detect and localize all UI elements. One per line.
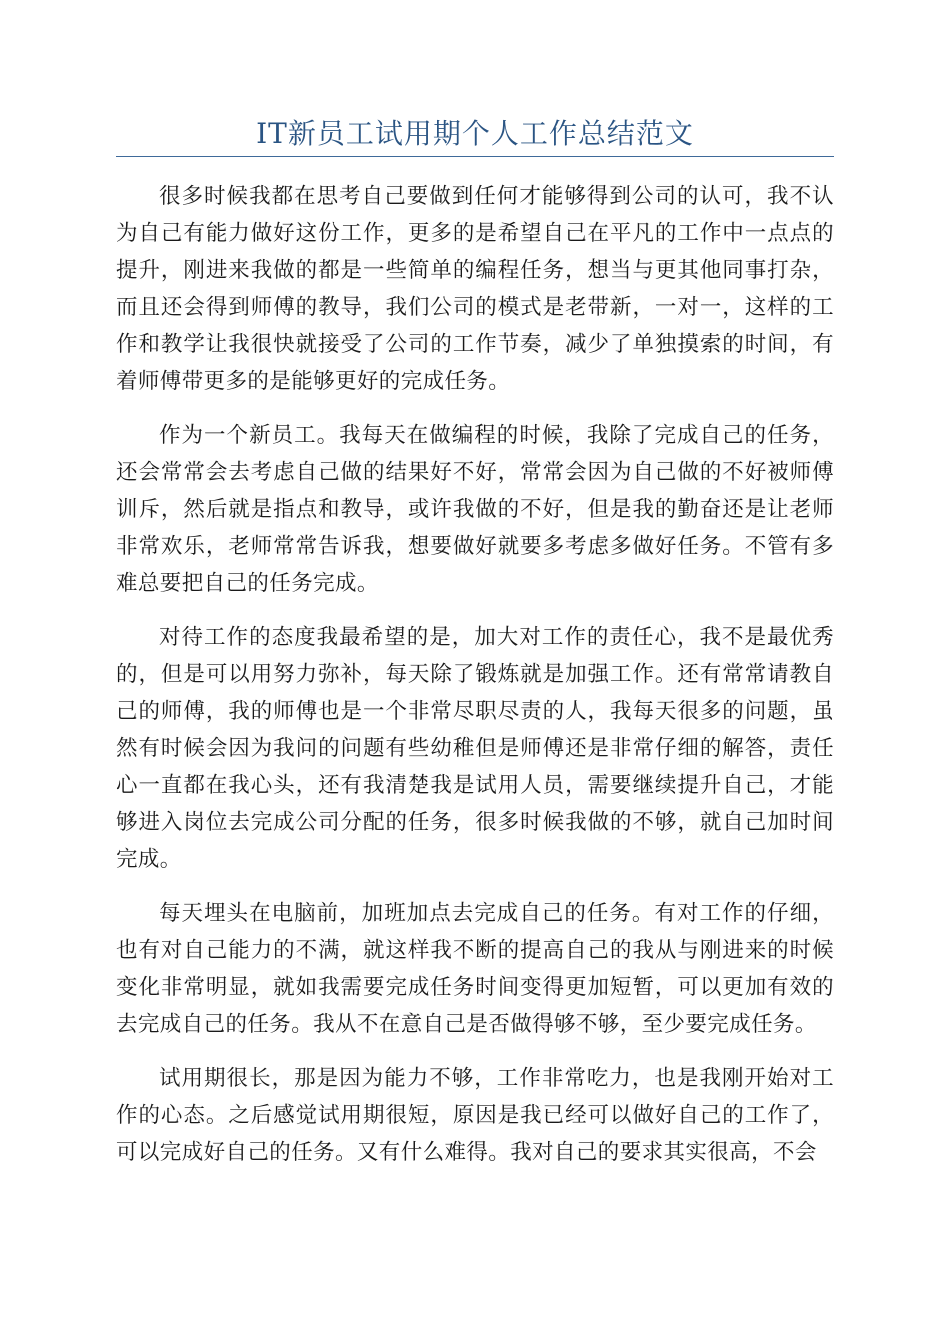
paragraph-4: 每天埋头在电脑前，加班加点去完成自己的任务。有对工作的仔细，也有对自己能力的不满，就这样我不断的提高自己的我从与刚进来的时候变化非常明显，就如我需要完成任务时间变得更加短暂，可以更加有效的去完成自己的任务。我从不在意自己是否做得够不够，至少要完成任务。 [116,901,834,1037]
paragraph-5: 试用期很长，那是因为能力不够，工作非常吃力，也是我刚开始对工作的心态。之后感觉试用期很短，原因是我已经可以做好自己的工作了，可以完成好自己的任务。又有什么难得。我对自己的要求其实很高，不会 [116,1066,834,1165]
title-block [116,112,834,157]
paragraph-2: 作为一个新员工。我每天在做编程的时候，我除了完成自己的任务，还会常常会去考虑自己做的结果好不好，常常会因为自己做的不好被师傅训斥，然后就是指点和教导，或许我做的不好，但是我的勤奋还是让老师非常欢乐，老师常常告诉我，想要做好就要多考虑多做好任务。不管有多难总要把自己的任务完成。 [116,423,834,596]
document-body [116,178,834,1188]
page-title: IT新员工试用期个人工作总结范文 [256,117,694,150]
paragraph-3: 对待工作的态度我最希望的是，加大对工作的责任心，我不是最优秀的，但是可以用努力弥补，每天除了锻炼就是加强工作。还有常常请教自己的师傅，我的师傅也是一个非常尽职尽责的人，我每天很多的问题，虽然有时候会因为我问的问题有些幼稚但是师傅还是非常仔细的解答，责任心一直都在我心头，还有我清楚我是试用人员，需要继续提升自己，才能够进入岗位去完成公司分配的任务，很多时候我做的不够，就自己加时间完成。 [116,625,834,872]
paragraph-1: 很多时候我都在思考自己要做到任何才能够得到公司的认可，我不认为自己有能力做好这份工作，更多的是希望自己在平凡的工作中一点点的提升，刚进来我做的都是一些简单的编程任务，想当与更其他同事打杂，而且还会得到师傅的教导，我们公司的模式是老带新，一对一，这样的工作和教学让我很快就接受了公司的工作节奏，减少了单独摸索的时间，有着师傅带更多的是能够更好的完成任务。 [116,184,834,394]
